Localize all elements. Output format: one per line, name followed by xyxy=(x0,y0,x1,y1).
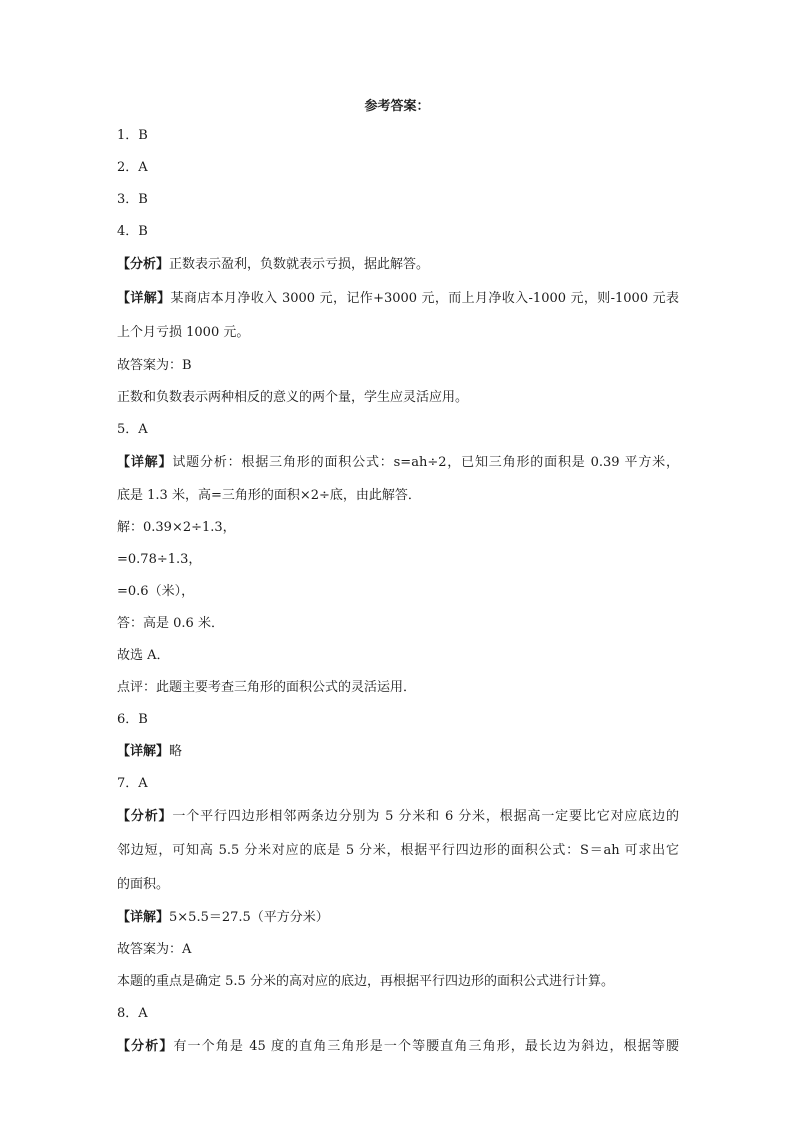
detail-tag: 【详解】 xyxy=(117,291,171,306)
analysis-tag: 【分析】 xyxy=(117,809,173,824)
analysis-7-end xyxy=(117,868,679,902)
line-text: 某商店本月净收入 3000 元，记作+3000 元，而上月净收入-1000 元，则-1000 元表 xyxy=(170,291,679,306)
line-text: 试题分析：根据三角形的面积公式：s=ah÷2，已知三角形的面积是 0.39 平方米， xyxy=(172,455,679,470)
page-title: 参考答案： xyxy=(364,99,430,114)
detail-4-cont xyxy=(117,316,679,350)
analysis-4 xyxy=(117,248,679,282)
comment-4 xyxy=(117,382,679,414)
line-text: 点评：此题主要考查三角形的面积公式的灵活运用． xyxy=(117,680,417,695)
line-text: 3．B xyxy=(117,192,148,207)
line-text: 2．A xyxy=(117,160,148,175)
answer-6 xyxy=(117,704,679,736)
line-text: 略 xyxy=(169,744,183,759)
solution-step-3 xyxy=(117,576,679,608)
analysis-8 xyxy=(117,1030,679,1064)
analysis-7-cont xyxy=(117,834,679,868)
line-text: 本题的重点是确定 5.5 分米的高对应的底边，再根据平行四边形的面积公式进行计算。 xyxy=(117,974,614,989)
detail-6 xyxy=(117,736,679,768)
solution-step-1 xyxy=(117,512,679,544)
solution-answer xyxy=(117,608,679,640)
answer-1 xyxy=(117,120,679,152)
detail-tag: 【详解】 xyxy=(117,744,170,759)
line-text: 1．B xyxy=(117,128,148,143)
detail-7 xyxy=(117,902,679,934)
line-text: =0.78÷1.3， xyxy=(117,552,202,567)
analysis-tag: 【分析】 xyxy=(117,1039,174,1054)
answer-content xyxy=(117,120,679,1064)
conclusion-4 xyxy=(117,350,679,382)
answer-8 xyxy=(117,998,679,1030)
detail-tag: 【详解】 xyxy=(117,455,173,470)
answer-2 xyxy=(117,152,679,184)
line-text: 故答案为：A xyxy=(117,942,192,957)
answer-4 xyxy=(117,216,679,248)
line-text: 解：0.39×2÷1.3， xyxy=(117,520,236,535)
line-text: 邻边短，可知高 5.5 分米对应的底是 5 分米，根据平行四边形的面积公式：S＝ah 可求出它 xyxy=(117,843,679,858)
line-text: 有一个角是 45 度的直角三角形是一个等腰直角三角形，最长边为斜边，根据等腰 xyxy=(173,1039,679,1054)
line-text: 正数表示盈利，负数就表示亏损，据此解答。 xyxy=(169,257,430,272)
detail-5-cont xyxy=(117,480,679,512)
solution-step-2 xyxy=(117,544,679,576)
analysis-tag: 【分析】 xyxy=(117,257,170,272)
detail-5 xyxy=(117,446,679,480)
detail-4 xyxy=(117,282,679,316)
comment-7 xyxy=(117,966,679,998)
comment-5 xyxy=(117,672,679,704)
line-text: 5×5.5＝27.5（平方分米） xyxy=(169,910,329,925)
line-text: 故选 A． xyxy=(117,648,170,663)
line-text: 5．A xyxy=(117,422,148,437)
line-text: 的面积。 xyxy=(117,877,170,892)
line-text: 上个月亏损 1000 元。 xyxy=(117,325,250,340)
analysis-7 xyxy=(117,800,679,834)
detail-tag: 【详解】 xyxy=(117,910,170,925)
conclusion-7 xyxy=(117,934,679,966)
answer-5 xyxy=(117,414,679,446)
line-text: 6．B xyxy=(117,712,148,727)
line-text: 7．A xyxy=(117,776,148,791)
line-text: 4．B xyxy=(117,224,148,239)
answer-3 xyxy=(117,184,679,216)
line-text: 答：高是 0.6 米． xyxy=(117,616,224,631)
line-text: 正数和负数表示两种相反的意义的两个量，学生应灵活应用。 xyxy=(117,390,469,405)
line-text: 8．A xyxy=(117,1006,148,1021)
conclusion-5 xyxy=(117,640,679,672)
line-text: 底是 1.3 米，高=三角形的面积×2÷底，由此解答． xyxy=(117,488,421,503)
line-text: 故答案为：B xyxy=(117,358,192,373)
answer-7 xyxy=(117,768,679,800)
line-text: =0.6（米）， xyxy=(117,584,195,599)
line-text: 一个平行四边形相邻两条边分别为 5 分米和 6 分米，根据高一定要比它对应底边的 xyxy=(172,809,679,824)
